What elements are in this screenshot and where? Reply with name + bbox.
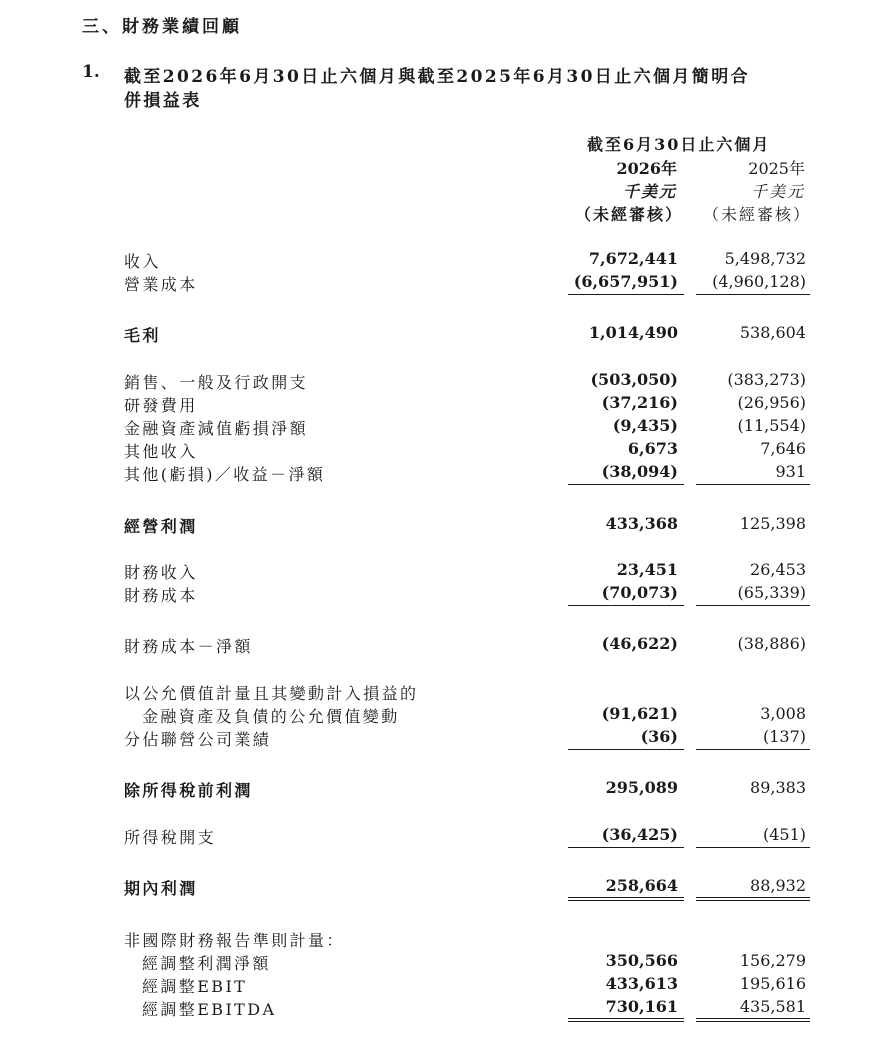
subtotal-rule <box>696 749 810 750</box>
row-value-2026: 433,368 <box>605 514 678 533</box>
row-value-2025: 5,498,732 <box>724 249 806 268</box>
row-label-fvtpl-line1: 以公允價值計量且其變動計入損益的 <box>124 684 419 703</box>
double-rule-top <box>568 1018 684 1019</box>
period-header: 截至6月30日止六個月 <box>587 135 771 154</box>
row-value-2026: (38,094) <box>601 462 678 481</box>
row-value-2026: 350,566 <box>605 951 678 970</box>
row-value-2026: 433,613 <box>605 974 678 993</box>
row-value-2026: (36,425) <box>601 825 678 844</box>
row-label-fvtpl-line2: 金融資產及負債的公允價值變動 <box>142 707 400 726</box>
subtotal-rule <box>696 294 810 295</box>
row-label-other-income: 其他收入 <box>124 442 198 461</box>
row-label-operating-profit: 經營利潤 <box>124 517 198 536</box>
subtotal-rule <box>696 605 810 606</box>
row-label-adjusted-ebit: 經調整EBIT <box>142 977 248 996</box>
row-label-adjusted-ebitda: 經調整EBITDA <box>142 1000 277 1019</box>
row-label-other-losses-gains: 其他(虧損)／收益－淨額 <box>124 465 326 484</box>
row-value-2026: 7,672,441 <box>588 249 678 268</box>
col1-unit: 千美元 <box>622 182 677 201</box>
row-label-rd-expenses: 研發費用 <box>124 396 198 415</box>
row-value-2025: (383,273) <box>727 370 806 389</box>
subtotal-rule <box>568 294 684 295</box>
row-label-impairment: 金融資產減值虧損淨額 <box>124 419 309 438</box>
col2-year: 2025年 <box>748 159 805 178</box>
col1-year: 2026年 <box>616 159 677 178</box>
row-value-2025: 7,646 <box>760 439 806 458</box>
row-value-2025: (137) <box>762 727 806 746</box>
double-rule-top <box>568 897 684 898</box>
row-value-2026: 1,014,490 <box>588 323 678 342</box>
row-value-2025: (26,956) <box>737 393 806 412</box>
row-value-2025: (4,960,128) <box>712 272 806 291</box>
row-value-2025: 931 <box>775 462 806 481</box>
row-label-share-of-associates: 分佔聯營公司業績 <box>124 730 272 749</box>
row-value-2026: (46,622) <box>601 634 678 653</box>
section-title: 三、財務業績回顧 <box>82 17 242 37</box>
row-value-2026: (9,435) <box>612 416 678 435</box>
row-value-2025: (38,886) <box>737 634 806 653</box>
row-value-2025: 3,008 <box>760 704 806 723</box>
row-label-cost-of-sales: 營業成本 <box>124 275 198 294</box>
double-rule-bottom <box>696 1021 810 1022</box>
row-label-income-tax: 所得稅開支 <box>124 828 217 847</box>
row-label-gross-profit: 毛利 <box>124 326 161 345</box>
row-value-2025: 195,616 <box>739 974 806 993</box>
row-label-revenue: 收入 <box>124 252 161 271</box>
subtotal-rule <box>696 847 810 848</box>
col2-unit: 千美元 <box>750 182 805 201</box>
row-value-2026: 6,673 <box>627 439 678 458</box>
row-value-2025: 88,932 <box>750 876 806 895</box>
row-value-2025: 125,398 <box>739 514 806 533</box>
row-label-profit-before-tax: 除所得稅前利潤 <box>124 781 253 800</box>
row-label-finance-costs: 財務成本 <box>124 586 198 605</box>
row-value-2025: (11,554) <box>737 416 806 435</box>
row-value-2026: 23,451 <box>616 560 678 579</box>
subtotal-rule <box>696 484 810 485</box>
statement-title-line1: 截至2026年6月30日止六個月與截至2025年6月30日止六個月簡明合 <box>124 67 750 87</box>
row-label-adjusted-net-profit: 經調整利潤淨額 <box>142 954 271 973</box>
col1-audit: （未經審核） <box>575 205 684 224</box>
row-value-2025: 156,279 <box>739 951 806 970</box>
double-rule-bottom <box>568 1021 684 1022</box>
row-label-sga-expenses: 銷售、一般及行政開支 <box>124 373 309 392</box>
subtotal-rule <box>568 749 684 750</box>
row-value-2026: (70,073) <box>601 583 678 602</box>
double-rule-top <box>696 1018 810 1019</box>
row-value-2025: (451) <box>762 825 806 844</box>
row-value-2025: 435,581 <box>739 997 806 1016</box>
subtotal-rule <box>568 605 684 606</box>
row-label-non-ifrs-heading: 非國際財務報告準則計量： <box>124 931 345 950</box>
row-value-2026: 295,089 <box>605 778 678 797</box>
row-value-2026: (91,621) <box>601 704 678 723</box>
row-value-2025: 26,453 <box>750 560 806 579</box>
row-value-2026: (37,216) <box>601 393 678 412</box>
row-value-2026: (503,050) <box>590 370 678 389</box>
statement-number: 1. <box>82 62 100 82</box>
statement-title-line2: 併損益表 <box>124 91 202 111</box>
row-label-finance-costs-net: 財務成本－淨額 <box>124 637 253 656</box>
row-label-profit-for-period: 期內利潤 <box>124 879 198 898</box>
row-value-2026: (36) <box>640 727 678 746</box>
double-rule-top <box>696 897 810 898</box>
double-rule-bottom <box>696 900 810 901</box>
row-label-finance-income: 財務收入 <box>124 563 198 582</box>
row-value-2025: (65,339) <box>737 583 806 602</box>
col2-audit: （未經審核） <box>703 205 812 224</box>
row-value-2026: 730,161 <box>605 997 678 1016</box>
row-value-2025: 89,383 <box>750 778 806 797</box>
subtotal-rule <box>568 847 684 848</box>
row-value-2026: (6,657,951) <box>573 272 678 291</box>
double-rule-bottom <box>568 900 684 901</box>
row-value-2025: 538,604 <box>739 323 806 342</box>
row-value-2026: 258,664 <box>605 876 678 895</box>
subtotal-rule <box>568 484 684 485</box>
